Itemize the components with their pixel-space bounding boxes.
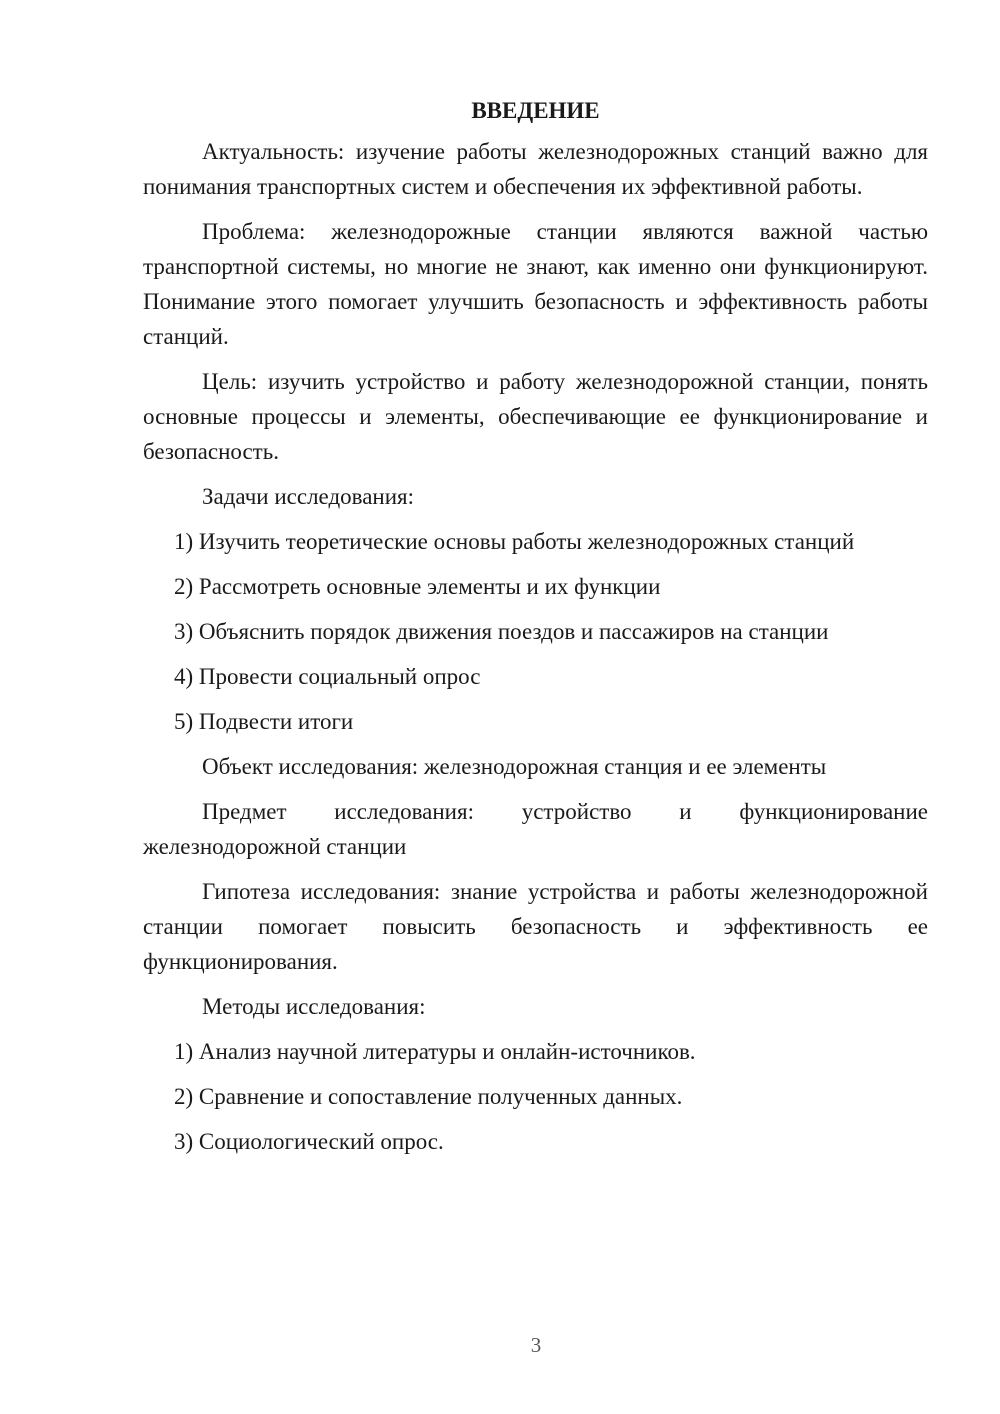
methods-list xyxy=(143,1034,928,1159)
list-item: 3) Социологический опрос. xyxy=(174,1129,444,1154)
tasks-list xyxy=(143,524,928,739)
problem-paragraph: Проблема: железнодорожные станции являются важной частью транспортной системы, но многие не знают, как именно они функционируют. Понимание этого помогает улучшить безопасность и эффективность работы станций. xyxy=(143,219,928,349)
relevance-paragraph: Актуальность: изучение работы железнодорожных станций важно для понимания транспортных систем и обеспечения их эффективной работы. xyxy=(143,139,928,199)
subject-paragraph: Предмет исследования: устройство и функционирование железнодорожной станции xyxy=(143,799,928,859)
list-item: 3) Объяснить порядок движения поездов и пассажиров на станции xyxy=(174,619,829,644)
hypothesis-paragraph: Гипотеза исследования: знание устройства и работы железнодорожной станции помогает повысить безопасность и эффективность ее функционирования. xyxy=(143,879,928,974)
page-number: 3 xyxy=(530,1333,542,1357)
section-title: ВВЕДЕНИЕ xyxy=(471,98,600,123)
list-item: 2) Рассмотреть основные элементы и их функции xyxy=(174,574,661,599)
list-item: 2) Сравнение и сопоставление полученных данных. xyxy=(174,1084,683,1109)
page-content xyxy=(143,93,928,1169)
object-paragraph: Объект исследования: железнодорожная станция и ее элементы xyxy=(202,754,827,779)
list-item: 5) Подвести итоги xyxy=(174,709,354,734)
list-item: 4) Провести социальный опрос xyxy=(174,664,481,689)
tasks-heading: Задачи исследования: xyxy=(202,484,415,509)
list-item: 1) Изучить теоретические основы работы железнодорожных станций xyxy=(174,529,855,554)
list-item: 1) Анализ научной литературы и онлайн-источников. xyxy=(174,1039,696,1064)
goal-paragraph: Цель: изучить устройство и работу железнодорожной станции, понять основные процессы и элементы, обеспечивающие ее функционирование и безопасность. xyxy=(143,369,928,464)
methods-heading: Методы исследования: xyxy=(202,994,426,1019)
